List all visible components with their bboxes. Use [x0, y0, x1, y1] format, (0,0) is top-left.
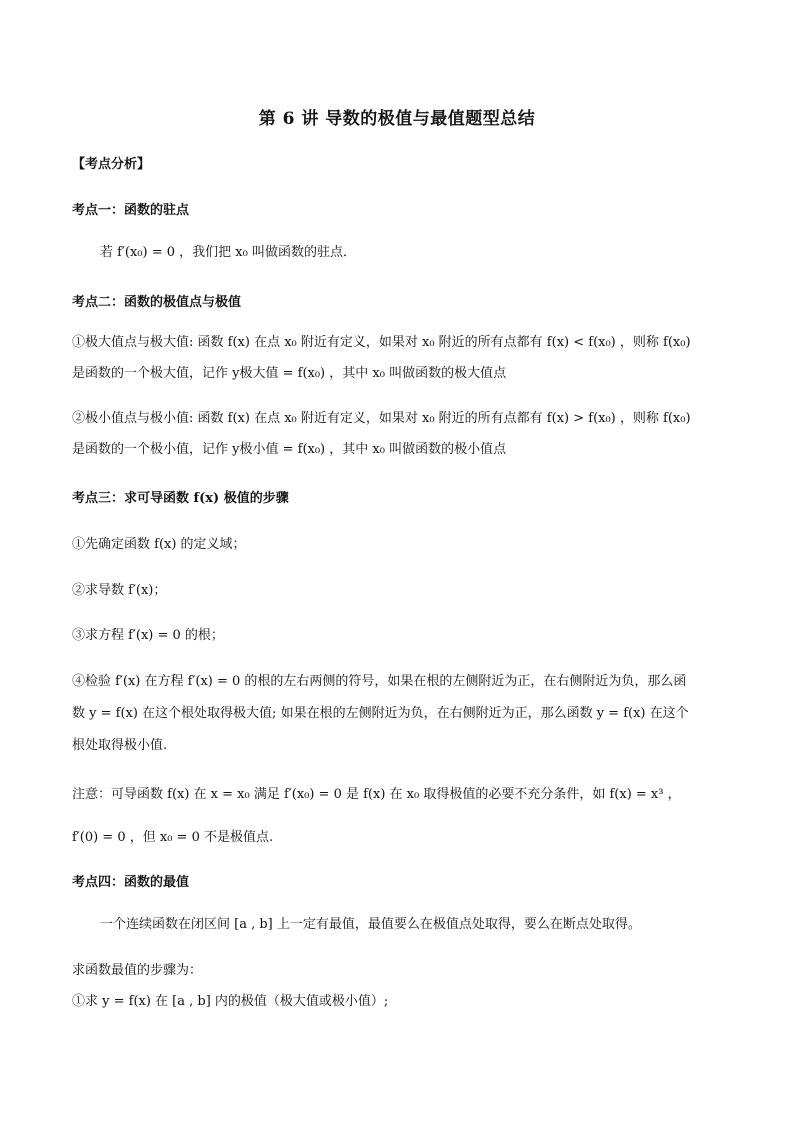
kp4-heading: 考点四：函数的最值 [72, 875, 190, 890]
kp3-heading: 考点三：求可导函数 f(x) 极值的步骤 [72, 491, 289, 506]
kp4-step1: ①求 y = f(x) 在 [a , b] 内的极值（极大值或极小值）; [72, 994, 389, 1009]
kp2-min-line2: 是函数的一个极小值，记作 y极小值 = f(x₀) ，其中 x₀ 叫做函数的极小值点 [72, 442, 507, 457]
kp3-step4-line1: ④检验 f′(x) 在方程 f′(x) = 0 的根的左右两侧的符号，如果在根的左侧附近为正，在右侧附近为负，那么函 [72, 674, 687, 689]
kp3-note-line2: f′(0) = 0 ，但 x₀ = 0 不是极值点. [72, 830, 274, 845]
page-title: 第 6 讲 导数的极值与最值题型总结 [258, 109, 536, 129]
kp3-step3: ③求方程 f′(x) = 0 的根； [72, 628, 224, 643]
kp2-max-line2: 是函数的一个极大值，记作 y极大值 = f(x₀) ，其中 x₀ 叫做函数的极大值点 [72, 366, 507, 381]
kp3-step4-line2: 数 y = f(x) 在这个根处取得极大值; 如果在根的左侧附近为负，在右侧附近为正，那么函数 y = f(x) 在这个 [72, 706, 689, 721]
kp3-step1: ①先确定函数 f(x) 的定义域； [72, 537, 246, 552]
kp2-max-line1: ①极大值点与极大值: 函数 f(x) 在点 x₀ 附近有定义，如果对 x₀ 附近的所有点都有 f(x) < f(x₀) ，则称 f(x₀) [72, 335, 691, 350]
kp4-steps-intro: 求函数最值的步骤为： [72, 963, 203, 978]
section-header: 【考点分析】 [72, 157, 151, 172]
kp2-min-line1: ②极小值点与极小值: 函数 f(x) 在点 x₀ 附近有定义，如果对 x₀ 附近的所有点都有 f(x) > f(x₀) ，则称 f(x₀) [72, 411, 691, 426]
kp2-heading: 考点二：函数的极值点与极值 [72, 295, 242, 310]
kp4-text: 一个连续函数在闭区间 [a , b] 上一定有最值，最值要么在极值点处取得，要么在断点处取得。 [100, 917, 641, 932]
kp3-step4-line3: 根处取得极小值. [72, 738, 168, 753]
kp3-note-line1: 注意：可导函数 f(x) 在 x = x₀ 满足 f′(x₀) = 0 是 f(x) 在 x₀ 取得极值的必要不充分条件，如 f(x) = x³ ， [72, 787, 681, 802]
kp3-step2: ②求导数 f′(x)； [72, 583, 167, 598]
kp1-heading: 考点一：函数的驻点 [72, 203, 190, 218]
kp1-text: 若 f′(x₀) = 0 ，我们把 x₀ 叫做函数的驻点． [100, 245, 356, 260]
